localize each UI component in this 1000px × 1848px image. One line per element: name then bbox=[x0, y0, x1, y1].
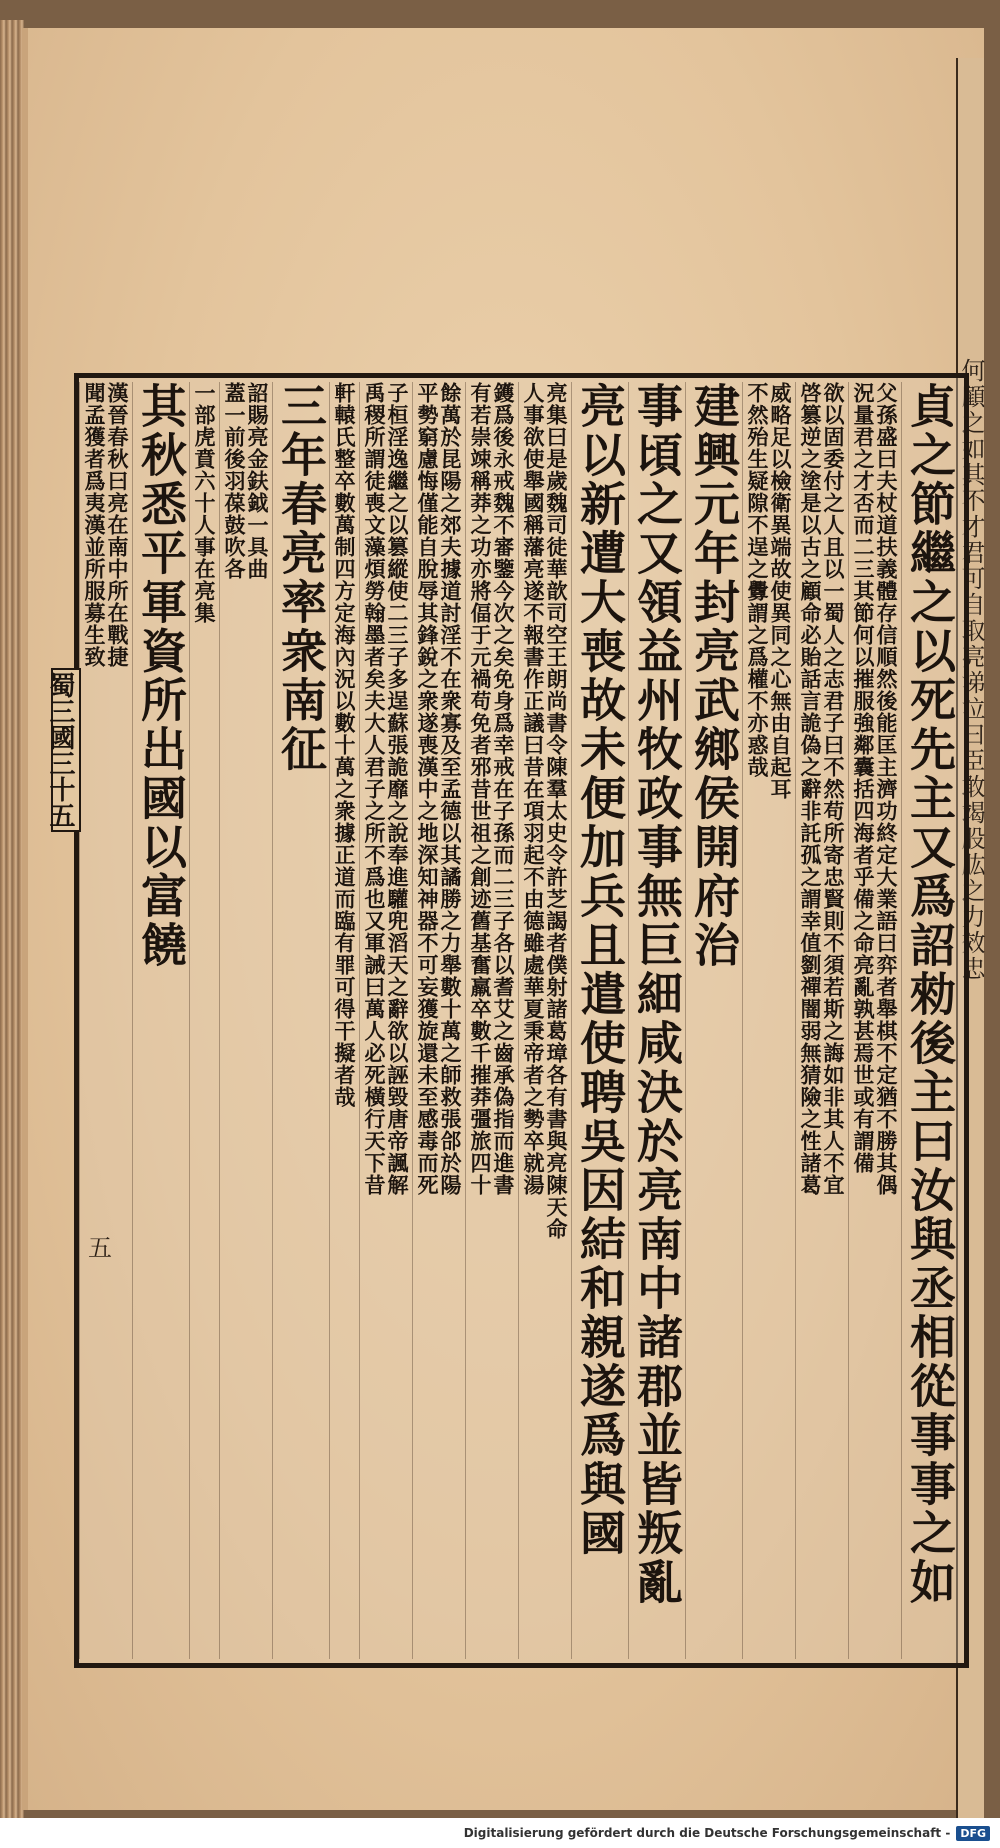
text-frame bbox=[74, 373, 969, 1668]
commentary-line: 人事欲使舉國稱藩亮遂不報書作正議曰昔在項羽起不由德雖處華夏秉帝者之勢卒就湯 bbox=[521, 382, 546, 1196]
commentary-line: 亮集曰是歲魏司徒華歆司空王朗尚書令陳羣太史令許芝謁者僕射諸葛璋各有書與亮陳天命 bbox=[544, 382, 569, 1240]
commentary-line: 餘萬於昆陽之郊夫據道討淫不在衆寡及至孟德以其譎勝之力舉數十萬之師救張郃於陽 bbox=[438, 382, 463, 1196]
book-page bbox=[22, 28, 984, 1810]
commentary-line: 一部虎賁六十人事在亮集 bbox=[192, 382, 217, 624]
main-text-column: 亮以新遭大喪故未便加兵且遣使聘吳因結和親遂爲與國 bbox=[571, 382, 628, 1659]
commentary-column bbox=[329, 382, 359, 1659]
commentary-column bbox=[359, 382, 412, 1659]
main-text-column: 建興元年封亮武鄉侯開府治 bbox=[685, 382, 742, 1659]
commentary-line: 漢晉春秋曰亮在南中所在戰捷 bbox=[105, 382, 130, 668]
commentary-line: 軒轅氏整卒數萬制四方定海內況以數十萬之衆據正道而臨有罪可得干擬者哉 bbox=[332, 382, 357, 1108]
commentary-line: 子桓淫逸繼之以篡縱使二三子多逞蘇張詭靡之說奉進驩兜滔天之辭欲以誣毀唐帝諷解 bbox=[385, 382, 410, 1196]
commentary-line: 啓篡逆之塗是以古之顧命必貽話言詭偽之辭非託孤之謂幸值劉禪闇弱無猜險之性諸葛 bbox=[798, 382, 823, 1196]
commentary-line: 不然殆生疑隙不逞之釁謂之爲權不亦惑哉 bbox=[745, 382, 770, 778]
main-text-column: 三年春亮率衆南征 bbox=[272, 382, 329, 1659]
commentary-line: 蓋一前後羽葆鼓吹各 bbox=[222, 382, 247, 580]
dfg-logo: DFG bbox=[956, 1826, 990, 1841]
center-margin-label: 蜀三國三十五 bbox=[51, 668, 81, 832]
leaf-number: 五 bbox=[88, 1234, 112, 1262]
footer-credit: Digitalisierung gefördert durch die Deutsche Forschungsgemeinschaft - bbox=[463, 1826, 951, 1840]
commentary-column bbox=[465, 382, 518, 1659]
commentary-column bbox=[79, 382, 132, 1659]
commentary-column bbox=[848, 382, 901, 1659]
commentary-line: 威略足以檢衛異端故使異同之心無由自起耳 bbox=[768, 382, 793, 800]
commentary-column bbox=[412, 382, 465, 1659]
commentary-line: 詔賜亮金鈇鉞一具曲 bbox=[245, 382, 270, 580]
commentary-line: 況量君之才否而二三其節何以摧服強鄰囊括四海者乎備之命亮亂孰甚焉世或有謂備 bbox=[851, 382, 876, 1174]
commentary-line: 禹稷所謂徒喪文藻煩勞翰墨者矣夫大人君子之所不爲也又軍誡曰萬人必死橫行天下昔 bbox=[362, 382, 387, 1196]
text-columns bbox=[82, 382, 958, 1659]
main-text-column: 貞之節繼之以死先主又爲詔勑後主曰汝與丞相從事事之如 bbox=[901, 382, 958, 1659]
book-edge-left bbox=[0, 20, 24, 1820]
commentary-line: 欲以固委付之人且以一蜀人之志君子曰不然苟所寄忠賢則不須若斯之誨如非其人不宜 bbox=[821, 382, 846, 1196]
commentary-line: 聞孟獲者爲夷漢並所服募生致 bbox=[82, 382, 107, 668]
main-text-column: 事頃之又領益州牧政事無巨細咸決於亮南中諸郡並皆叛亂 bbox=[628, 382, 685, 1659]
commentary-line: 平勢窮慮悔僅能自脫辱其鋒銳之衆遂喪漢中之地深知神器不可妄獲旋還未至感毒而死 bbox=[415, 382, 440, 1196]
commentary-line: 鑊爲後永戒魏不審鑒今次之矣免身爲幸戒在子孫而二三子各以耆艾之齒承偽指而進書 bbox=[491, 382, 516, 1196]
next-page-fragment: 何顧之如其不才君可自取亮涕泣曰臣敢竭股肱之力效忠 bbox=[957, 358, 985, 982]
commentary-column bbox=[219, 382, 272, 1659]
commentary-line: 有若崇竦稱莽之功亦將偪于元禍苟免者邪昔世祖之創迹舊基奮羸卒數千摧莽彊旅四十 bbox=[468, 382, 493, 1196]
commentary-column bbox=[795, 382, 848, 1659]
commentary-column bbox=[518, 382, 571, 1659]
main-text-column: 其秋悉平軍資所出國以富饒 bbox=[132, 382, 189, 1659]
footer-bar bbox=[0, 1818, 1000, 1848]
commentary-column bbox=[189, 382, 219, 1659]
commentary-column bbox=[742, 382, 795, 1659]
commentary-line: 父孫盛曰夫杖道扶義體存信順然後能匡主濟功終定大業語曰弈者舉棋不定猶不勝其偶 bbox=[874, 382, 899, 1196]
